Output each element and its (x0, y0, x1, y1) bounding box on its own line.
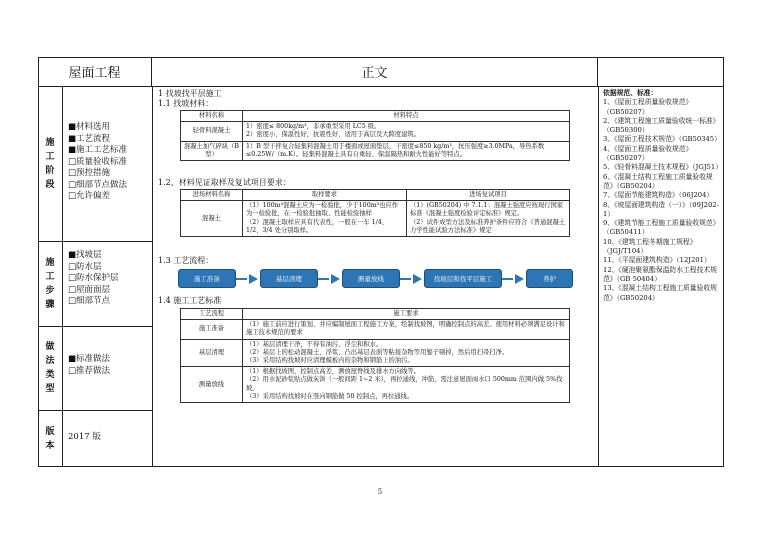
section-1-1-heading: 1.1 找坡材料： (158, 99, 214, 108)
flow-step: 施工准备 (178, 269, 236, 288)
list-item: 9、《建筑节能工程施工质量验收规范》（GB50411） (603, 219, 720, 237)
list-item: □防水层 (68, 261, 102, 272)
process-flow (178, 269, 573, 288)
steps-checklist (68, 250, 152, 308)
table-header: 材料特点 (243, 111, 570, 122)
list-item: □预控措施 (68, 168, 111, 178)
list-item: 1、《屋面工程质量验收规范》（GB50207） (603, 98, 693, 116)
flow-step: 找坡层和找平层施工 (424, 269, 502, 288)
list-item: 7、《屋面节能建筑构造》（06J204） (603, 191, 714, 200)
materials-table (180, 110, 570, 161)
list-item: 5、《轻骨料混凝土技术规程》（JGJ51） (603, 163, 723, 172)
header-left-title: 屋面工程 (38, 57, 152, 87)
sidebar-label-type: 做 法 类 型 (45, 342, 55, 394)
sampling-table (180, 189, 570, 237)
list-item: □防水保护层 (68, 273, 119, 283)
arrow-right-icon (413, 274, 422, 284)
list-item: 10、《建筑工程冬期施工规程》（JGJ/T104） (603, 237, 697, 256)
section-1-4-heading: 1.4 施工工艺标准 (158, 296, 222, 305)
list-item: ■材料选用 (68, 122, 111, 132)
table-header: 工艺流程 (181, 309, 243, 320)
list-item: 13、《混凝土结构工程施工质量验收规范》（GB50204） (603, 284, 717, 302)
list-item: □细部节点做法 (68, 179, 128, 190)
list-item: □屋面面层 (68, 284, 111, 295)
list-item: ■找坡层 (68, 250, 102, 260)
section-1-3-heading: 1.3 工艺流程： (158, 256, 214, 265)
section-1-2-heading: 1.2、材料见证取样及复试项目要求： (158, 178, 291, 187)
table-header: 进场复试项目 (407, 190, 570, 201)
list-item: 11、《平屋面建筑构造》（12J201） (603, 256, 711, 265)
type-checklist (68, 354, 152, 377)
flow-step: 基层清理 (260, 269, 318, 288)
table-row: 基层清理 （1）基层清理干净，不得有油污、浮尘和积水。 （2）基层上的松动混凝土、浮浆、凸出基层表面等粘接杂物等用錾子剔掉，然后用扫帚扫净。 （3）采用结构找坡时应清理模板内的杂物和钢筋上的油污。 (181, 339, 570, 367)
table-row: 混凝土 （1）100m³混凝土应为一检验批，少于100m³也应作为一检验批，在一检验批抽取、性能检验抽样 （2）混凝土取样应具有代表性，一般在一车 1/4、1/2、3/4 处分别取样。 （1）(GB50204) 中 7.1.1：混凝土强度应按现行国家标准《混凝土强度检验评定标准》规定。 （2）试件成型方法及标准养护条件应符合《普通混凝土力学性能试验方法标准》规定 (181, 201, 570, 237)
header-right-cell (598, 57, 724, 87)
table-header: 进场材料名称 (181, 190, 243, 201)
arrow-right-icon (249, 274, 258, 284)
sidebar-label-stage: 施 工 阶 段 (45, 138, 55, 190)
sidebar-right-border (152, 87, 153, 467)
arrow-right-icon (331, 274, 340, 284)
flow-step: 养护 (526, 269, 573, 288)
list-item: ■工艺流程 (68, 133, 111, 144)
header-main-title: 正文 (152, 57, 598, 87)
list-item: 2、《建筑工程施工质量验收统一标准》（GB50300） (603, 116, 720, 135)
table-row: 施工准备 （1）施工前应进行策划，并应编制屋面工程施工方案，绘制找坡图，明确控制点的高差。使用材料必须满足设计和施工技术规范的要求 (181, 320, 570, 339)
refs-left-border (598, 87, 599, 467)
list-item: □细部节点 (68, 296, 111, 306)
stage-checklist (68, 122, 152, 203)
table-header: 材料名称 (181, 111, 243, 122)
list-item: ■标准做法 (68, 354, 111, 364)
arrow-right-icon (515, 274, 524, 284)
table-row: 轻骨料混凝土 1）密度≤ 800kg/m³，非承重型采用 LC5 级。 2）密度小，保温性好，抗震性好，适用于高层及大跨度建筑。 (181, 122, 570, 141)
list-item: 4、《屋面工程质量验收规范》（GB50207） (603, 144, 693, 163)
table-header: 施工要求 (243, 309, 570, 320)
sidebar-label-steps: 施 工 步 骤 (45, 257, 55, 310)
flow-step: 测量放线 (342, 269, 400, 288)
list-item: □质量验收标准 (68, 156, 128, 167)
version-text: 2017 版 (68, 432, 101, 442)
list-item: □推荐做法 (68, 365, 111, 376)
table-header: 取样要求 (243, 190, 407, 201)
list-item: 3、《屋面工程技术规范》（GB50345） (603, 135, 721, 144)
list-item: □允许偏差 (68, 191, 111, 201)
sidebar-label-version: 版 本 (45, 426, 55, 451)
references-heading: 依据规范、标准： (603, 89, 658, 97)
list-item: 12、《硬泡聚氨酯保温防水工程技术规范》（GB 50404） (603, 265, 717, 283)
process-standard-table (180, 308, 570, 403)
list-item: 6、《混凝土结构工程施工质量验收规范》（GB50204） (603, 172, 713, 190)
list-item: 8、《坡屋面建筑构造（一）》（09J202-1） (603, 200, 719, 218)
section-title: 1 找坡找平层施工 (158, 89, 222, 98)
list-item: ■施工工艺标准 (68, 145, 128, 155)
references-list (603, 89, 721, 303)
page-number: 5 (377, 488, 383, 496)
table-row: 混凝土加气碎块（B 型） 1）B 型干拌复合轻集料混凝土用于楼面或屋面垫层，干密度≤850 kg/m³，抗压强度≥3.0MPa，导热系数≤0.25W/（m.K）。轻集料混凝土具有自重轻、保温隔热和耐火性能好等特点。 (181, 141, 570, 160)
table-row: 测量放线 （1）根据找坡图，控制点高差，测放屋脊线及排水方向线等。 （2）用水泥砂浆贴点做灰饼（一般间距 1~2 米），再拉通线，冲筋，需注意屋面雨水口 500mm 范围内做 5%找坡。 （3）采用结构找坡时在竖向钢筋做 50 控制点，再拉通线。 (181, 367, 570, 403)
